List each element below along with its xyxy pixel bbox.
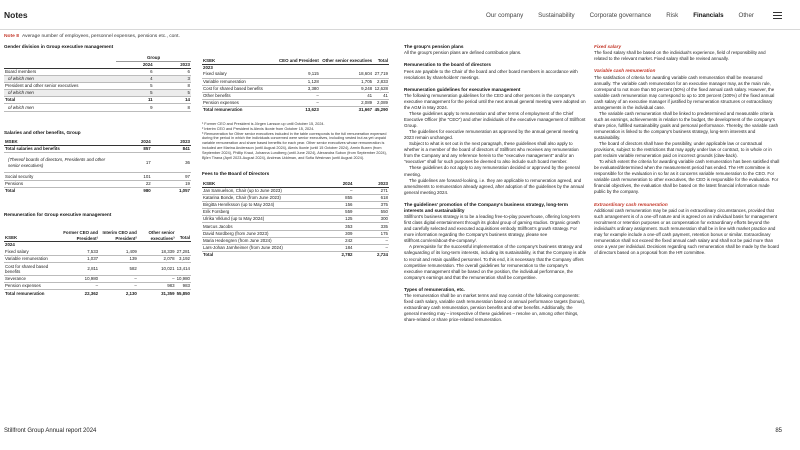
- table-row: Cost for shared based benefits 2,811 582 10,021 13,414: [5, 263, 190, 275]
- table-row: President and other senior executives 5 8: [5, 83, 190, 89]
- note-label: Note 8: [4, 34, 19, 39]
- nav-corporate-governance[interactable]: Corporate governance: [589, 12, 652, 19]
- strategy-p2: A prerequisite for the successful implementation of the company's business strategy and safeguarding of its long-term interests, including its sustainability, is that the Company is able to recruit and retain qualified personnel. To this end, it is necessary that the Company offers competitive remuneration. The overall guidelines for remuneration to the company's executive management shall be based on the position, the individual performance, the company's earnings and that the remuneration shall be competitive.: [404, 244, 587, 280]
- strategy-title: The guidelines' promotion of the Company's business strategy, long-term interests and sustainability: [404, 201, 568, 213]
- gender-table: [4, 54, 191, 111]
- table-row: Birgitta Henriksson (up to May 2024) 156 375: [203, 202, 388, 208]
- table-row: David Nordberg (from June 2023) 309 175: [203, 230, 388, 236]
- table-row: Total salaries and benefits 857 841: [5, 146, 190, 152]
- table-row: Total 11 14: [5, 97, 190, 103]
- board-remuneration-text: Fees are payable to the Chair of the board and other board members in accordance with resolutions by shareholders' meetings.: [404, 68, 578, 80]
- guidelines-p5: These guidelines do not apply to any remuneration decided or approved by the general meeting.: [404, 165, 580, 177]
- fees-table-title: Fees to the Board of Directors: [202, 171, 270, 177]
- table-row: Fixed salary 7,533 1,409 18,339 27,281: [5, 248, 190, 254]
- types-p1: The remuneration shall be on market terms and may consist of the following components: fixed cash salary, variable cash remuneration based on annual performance targets (bonus), extraordinary cash remuneration, pension benefits and other benefits. Additionally, the general meeting may – irrespective of these guidelines – resolve on, among other things, share-related or share price-related remuneration.: [404, 292, 586, 323]
- strategy-p1: Stillfront's business strategy is to be a leading free-to-play powerhouse, offering long-term first class digital entertainment through its global group of gaming studios. Organic growth and carefully selected and executed acquisitions embody Stillfront's growth strategy. For more information regarding the Company's business strategy, please see stillfront.com/en/about-the-company/.: [404, 214, 580, 244]
- salaries-table-title: Salaries and other benefits, Group: [4, 129, 81, 135]
- table-row: Lars-Johan Jarnheimer (from June 2024) 184 –: [203, 244, 388, 250]
- column-3: [404, 44, 587, 323]
- footnote-2: ² Interim CEO and President is Alexis Ikonie from October 15, 2024.: [202, 126, 315, 131]
- table-row: Severance 10,980 – – 10,980: [5, 276, 190, 282]
- table-row: Katarina Bonde, Chair (from June 2023) 855 618: [203, 195, 388, 201]
- extraordinary-p1: Additional cash remuneration may be paid out in extraordinary circumstances, provided that such arrangement is of a one-off nature and is agreed on an individual basis for management recruitment or retention purposes or as compensation for extraordinary efforts beyond the individual's ordinary assignment. Such remuneration shall be in line with market practice and may for example include a one-off cash payment, retention bonus or similar. Extraordinary remuneration shall not exceed the fixed annual cash salary and shall not be paid more than once a year per individual. Decisions regarding such remuneration shall be made by the board of directors based on a proposal from the HR committee.: [594, 207, 780, 256]
- table-section-row: 2024: [5, 242, 15, 248]
- extraordinary-title: Extraordinary cash remuneration: [594, 201, 668, 207]
- guidelines-p6: The guidelines are forward-looking, i.e. they are applicable to remuneration agreed, and amendments to remuneration already agreed, after adoption of the guidelines by the annual general meeting 2024.: [404, 177, 584, 195]
- table-row: Erik Forsberg 559 550: [203, 209, 388, 215]
- table-row: Cost for shared based benefits 3,380 9,248 12,628: [203, 85, 388, 91]
- main-nav: [471, 12, 754, 19]
- table-row: Variable remuneration 1,037 139 2,078 3,192: [5, 256, 190, 262]
- table-row: (Thereof boards of directors, Presidents and other senior executives) 17 36: [4, 153, 191, 173]
- nav-financials[interactable]: Financials: [693, 12, 724, 19]
- salaries-table: MSEK 2024 2023 Total salaries and benefits 857 841 (Thereof boards of directors, Presidents and other senior executives) 17 36 Social security 101 97 Pensions 22 19 Total 980 1,057: [5, 139, 190, 193]
- pension-plans-text: All the group's pension plans are defined contribution plans.: [404, 50, 522, 56]
- board-remuneration-title: Remuneration to the board of directors: [404, 62, 491, 68]
- note-heading: [4, 34, 180, 39]
- variable-remuneration-title: Variable cash remuneration: [594, 68, 656, 74]
- fixed-salary-title: Fixed salary: [594, 44, 622, 49]
- table-row: of which men 5 5: [4, 90, 191, 97]
- table-row: Variable remuneration 1,128 1,705 2,833: [203, 78, 388, 84]
- table-row: Social security 101 97: [5, 173, 190, 179]
- footnote-1: ¹ Former CEO and President is Jörgen Larsson up until October 15, 2024.: [202, 121, 325, 126]
- column-4: [594, 44, 780, 256]
- table-row: Fixed salary 9,115 18,604 27,719: [203, 71, 388, 77]
- nav-our-company[interactable]: Our company: [486, 12, 524, 19]
- gender-table-title: Gender division in Group executive management: [4, 44, 114, 49]
- table-row: Board members 6 6: [5, 69, 190, 75]
- table-row: Jan Samuelson, Chair (up to June 2023) – 271: [203, 188, 388, 194]
- table-row: Pensions 22 19: [5, 180, 190, 186]
- variable-p4: To which extent the criteria for awarding variable cash remuneration has been satisfied shall be evaluated/determined when the measurement period has ended. The HR committee is responsible for the evaluation in so far as it concerns variable remuneration to the CEO. For variable cash remuneration to other executives, the CEO is responsible for the evaluation. For financial objectives, the evaluation shall be based on the latest financial information made public by the company.: [594, 159, 780, 195]
- nav-other[interactable]: Other: [738, 12, 754, 19]
- table-total-row: Total remuneration 22,362 2,130 31,359 55,850: [5, 290, 190, 296]
- gender-group-label: Group: [116, 54, 191, 61]
- variable-p1: The satisfaction of criteria for awarding variable cash remuneration shall be measured annually. The variable cash remuneration for an executive manager may, as the main rule, correspond to not more than 50 percent (50%) of the fixed annual cash salary. However, the variable cash remuneration may correspond to up to 100 percent (100%) of the fixed annual cash salary of an executive manager if justified by remuneration structures or extraordinary arrangements in the individual case.: [594, 74, 775, 110]
- remuneration-table-title: Remuneration for Group executive management: [4, 212, 112, 218]
- gender-year-2024: 2024: [116, 61, 153, 68]
- footnote-3: ³ Remuneration for Other senior executives included in the table corresponds to the full remuneration expensed during the period in which the individuals concerned were senior executives, including vested but as yet unpaid variable remuneration and share based benefits for each year. Other senior executives whose remuneration is included are Marina Andersson (until August 2024), Alexis Ikonie (until 15 October 2024), Armin Buxen (from September 2024), Phillip Kraut, Johanna Lundberg (until June 2024), Alexandra Subon (from September 2024), Björn Tirana (April 2023-August 2024), Andreas Uddman, and Sofia Westman (until August 2024).: [202, 131, 387, 161]
- fixed-salary-text: The fixed salary shall be based on the individual's experience, field of responsibility and related to the relevant market. Fixed salary shall be revised annually.: [594, 50, 766, 62]
- top-bar: [0, 0, 800, 30]
- menu-icon[interactable]: [773, 12, 782, 19]
- nav-sustainability[interactable]: Sustainability: [538, 12, 575, 19]
- table-section-row: 2023: [203, 64, 213, 70]
- guidelines-p4: Subject to what is set out in the next paragraph, these guidelines shall also apply to whether is a member of the board of directors of Stillfront who receives any remuneration from the Company and any reference herein to the "executive management" and/or an "executive" shall for such purposes be deemed to also include such board member.: [404, 141, 579, 165]
- guidelines-p1: The following remuneration guidelines for the CEO and other persons in the company's executive management for the period until the next annual general meeting were adopted on the AGM in May 2024.: [404, 92, 586, 110]
- guidelines-title: Remuneration guidelines for executive management: [404, 86, 521, 92]
- table-row: of which men 9 8: [4, 104, 191, 111]
- guidelines-p2: These guidelines apply to remuneration and other terms of employment of the Chief Executive Officer (the "CEO") and other individuals of the executive management of Stillfront Group.: [404, 111, 586, 129]
- pension-plans-title: The group's pension plans: [404, 44, 464, 49]
- page-title: Notes: [4, 10, 28, 20]
- guidelines-p3: The guidelines for executive remuneration as approved by the annual general meeting 2023 remain unchanged.: [404, 129, 579, 141]
- table-row: of which men 4 3: [4, 76, 191, 83]
- column-1: [4, 44, 191, 297]
- variable-p3: The board of directors shall have the possibility, under applicable law or contractual provisions, subject to the restrictions that may apply under law or contract, to in whole or in part reclaim variable remuneration paid on incorrect grounds (claw-back).: [594, 141, 772, 159]
- table-row: Marcus Jacobs 353 335: [203, 223, 388, 229]
- page-number: 85: [775, 428, 782, 434]
- footer-text: Stillfront Group Annual report 2024: [4, 428, 97, 434]
- table-total-row: Total remuneration 13,623 31,667 45,290: [203, 107, 388, 113]
- variable-p2: The variable cash remuneration shall be linked to predetermined and measurable criteria such as earnings, achievements in relation to the budget, the development of the company's share price, fulfilled sustainability goals and personal performance. Thereby, the variable cash remuneration is linked to the company's business strategy, long-term interests and sustainability.: [594, 110, 779, 141]
- fees-table: KSEK 2024 2023 Jan Samuelson, Chair (up to June 2023) – 271 Katarina Bonde, Chair (from June 2023) 855 618 Birgitta Henriksson (up to May 2024) 156 375 Erik Forsberg 559 550 Ulrika Viklund (up to May 2024) 125 300 Marcus Jacobs 353 335 David Nordberg (from June 2023) 309 175 Maria Hedengren (from June 2024) 242 – Lars-Johan Jarnheimer (from June 2024) 184 – Total 2,782 2,724: [203, 180, 388, 258]
- table-total-row: Total 980 1,057: [5, 187, 190, 193]
- table-total-row: Total 2,782 2,724: [203, 252, 388, 258]
- table-row: Other benefits – 41 41: [203, 92, 388, 98]
- column-2: [202, 44, 389, 258]
- table-row: Ulrika Viklund (up to May 2024) 125 300: [203, 216, 388, 222]
- footnotes: [202, 122, 389, 162]
- note-text: Average number of employees, personnel expenses, pensions etc., cont.: [21, 34, 180, 39]
- table-row: Maria Hedengren (from June 2024) 242 –: [203, 237, 388, 243]
- nav-risk[interactable]: Risk: [666, 12, 679, 19]
- remuneration-2023-table: KSEK CEO and President Other senior executives Total 2023 Fixed salary 9,115 18,604 27,719 Variable remuneration 1,128 1,705 2,833 Cost for shared based benefits 3,380 9,248 12,628 Other benefits – 41 41 Pension expenses – 2,089 2,089 Total remuneration 13,623 31,667 45,290: [202, 44, 389, 114]
- gender-year-2023: 2023: [154, 61, 191, 68]
- types-title: Types of remuneration, etc.: [404, 286, 465, 292]
- remuneration-2024-table: KSEK Former CEO and President¹ Interim CEO and President² Other senior executives³ Total 2024 Fixed salary 7,533 1,409 18,339 27,281 Variable remuneration 1,037 139 2,078 3,192 Cost for shared based benefits 2,811 582 10,021 13,414 Severance 10,980 – – 10,980 Pension expenses – – 983 983 Total remuneration 22,362 2,130 31,359 55,850: [4, 221, 191, 297]
- table-row: Pension expenses – – 983 983: [5, 283, 190, 289]
- table-row: Pension expenses – 2,089 2,089: [203, 100, 388, 106]
